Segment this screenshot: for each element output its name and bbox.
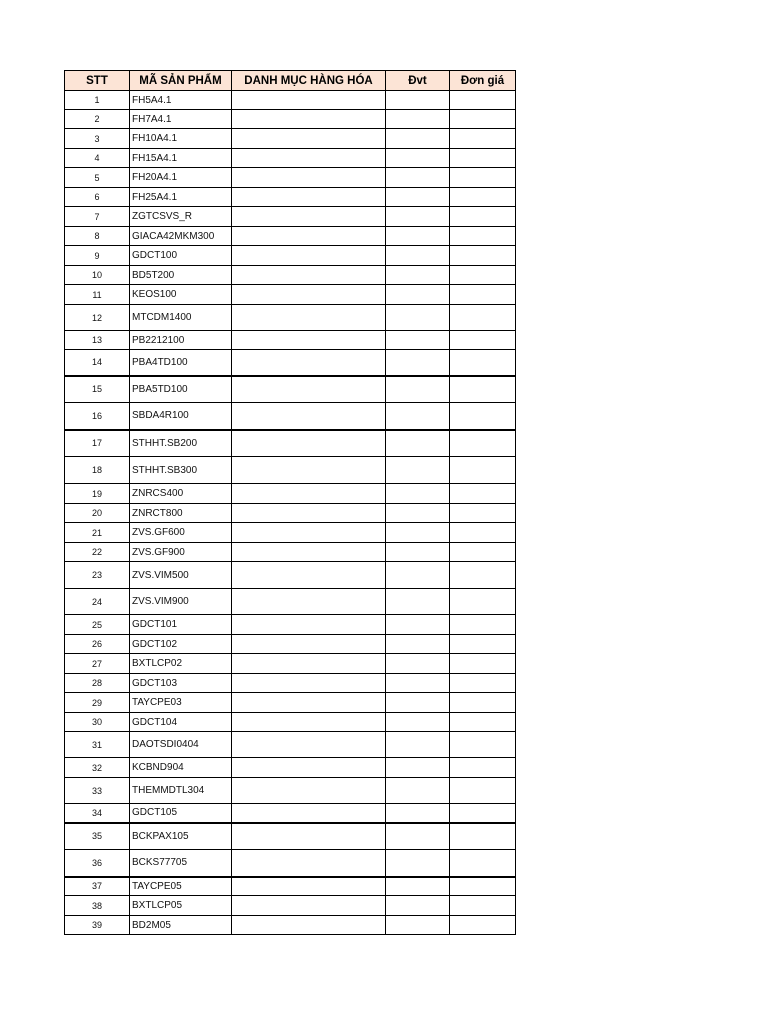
cell-code[interactable]: BCKS77705: [130, 850, 232, 877]
cell-stt[interactable]: 28: [65, 674, 130, 693]
cell-price[interactable]: [450, 804, 516, 823]
table-row: [65, 850, 516, 877]
cell-price[interactable]: [450, 916, 516, 935]
cell-price[interactable]: [450, 589, 516, 615]
cell-name[interactable]: [232, 91, 386, 110]
cell-name[interactable]: [232, 246, 386, 266]
cell-unit[interactable]: [386, 758, 450, 778]
cell-stt[interactable]: 25: [65, 615, 130, 635]
cell-code[interactable]: ZVS.GF900: [130, 543, 232, 562]
cell-name[interactable]: [232, 376, 386, 403]
cell-stt[interactable]: 37: [65, 877, 130, 896]
cell-code[interactable]: MTCDM1400: [130, 305, 232, 331]
cell-price[interactable]: [450, 285, 516, 305]
cell-name[interactable]: [232, 227, 386, 246]
table-row: [65, 543, 516, 562]
table-row: [65, 305, 516, 331]
cell-name[interactable]: [232, 562, 386, 589]
cell-name[interactable]: [232, 804, 386, 823]
cell-name[interactable]: [232, 916, 386, 935]
cell-name[interactable]: [232, 129, 386, 149]
cell-unit[interactable]: [386, 305, 450, 331]
cell-unit[interactable]: [386, 543, 450, 562]
table-row: [65, 916, 516, 935]
cell-stt[interactable]: 8: [65, 227, 130, 246]
cell-code[interactable]: GDCT101: [130, 615, 232, 635]
cell-code[interactable]: GDCT100: [130, 246, 232, 266]
cell-stt[interactable]: 38: [65, 896, 130, 916]
cell-unit[interactable]: [386, 823, 450, 850]
cell-price[interactable]: [450, 896, 516, 916]
cell-code[interactable]: BCKPAX105: [130, 823, 232, 850]
cell-stt[interactable]: 21: [65, 523, 130, 543]
cell-unit[interactable]: [386, 850, 450, 877]
cell-unit[interactable]: [386, 693, 450, 713]
cell-price[interactable]: [450, 778, 516, 804]
cell-code[interactable]: BXTLCP02: [130, 654, 232, 674]
cell-name[interactable]: [232, 543, 386, 562]
cell-stt[interactable]: 26: [65, 635, 130, 654]
table-row: [65, 246, 516, 266]
header-row: [65, 71, 516, 91]
cell-name[interactable]: [232, 350, 386, 376]
table-row: [65, 207, 516, 227]
cell-stt[interactable]: 4: [65, 149, 130, 168]
table-row: [65, 376, 516, 403]
cell-code[interactable]: GDCT104: [130, 713, 232, 732]
table-row: [65, 615, 516, 635]
cell-name[interactable]: [232, 732, 386, 758]
cell-unit[interactable]: [386, 403, 450, 430]
cell-stt[interactable]: 14: [65, 350, 130, 376]
cell-code[interactable]: GDCT105: [130, 804, 232, 823]
cell-name[interactable]: [232, 615, 386, 635]
cell-stt[interactable]: 32: [65, 758, 130, 778]
cell-stt[interactable]: 31: [65, 732, 130, 758]
cell-unit[interactable]: [386, 110, 450, 129]
cell-name[interactable]: [232, 850, 386, 877]
cell-stt[interactable]: 24: [65, 589, 130, 615]
cell-price[interactable]: [450, 227, 516, 246]
cell-unit[interactable]: [386, 149, 450, 168]
table-row: [65, 188, 516, 207]
cell-stt[interactable]: 39: [65, 916, 130, 935]
cell-code[interactable]: DAOTSDI0404: [130, 732, 232, 758]
product-table: [64, 70, 516, 935]
cell-name[interactable]: [232, 285, 386, 305]
table-row: [65, 674, 516, 693]
cell-stt[interactable]: 29: [65, 693, 130, 713]
cell-price[interactable]: [450, 823, 516, 850]
cell-code[interactable]: TAYCPE05: [130, 877, 232, 896]
cell-stt[interactable]: 35: [65, 823, 130, 850]
cell-price[interactable]: [450, 523, 516, 543]
table-row: [65, 504, 516, 523]
cell-name[interactable]: [232, 713, 386, 732]
cell-price[interactable]: [450, 457, 516, 484]
cell-unit[interactable]: [386, 350, 450, 376]
cell-code[interactable]: ZVS.GF600: [130, 523, 232, 543]
cell-code[interactable]: BXTLCP05: [130, 896, 232, 916]
cell-stt[interactable]: 20: [65, 504, 130, 523]
cell-code[interactable]: FH25A4.1: [130, 188, 232, 207]
cell-code[interactable]: GDCT103: [130, 674, 232, 693]
cell-name[interactable]: [232, 207, 386, 227]
cell-name[interactable]: [232, 504, 386, 523]
table-row: [65, 758, 516, 778]
cell-name[interactable]: [232, 693, 386, 713]
cell-code[interactable]: BD5T200: [130, 266, 232, 285]
cell-price[interactable]: [450, 430, 516, 457]
cell-stt[interactable]: 13: [65, 331, 130, 350]
cell-unit[interactable]: [386, 207, 450, 227]
table-row: [65, 430, 516, 457]
table-row: [65, 589, 516, 615]
table-row: [65, 823, 516, 850]
cell-unit[interactable]: [386, 129, 450, 149]
cell-price[interactable]: [450, 713, 516, 732]
cell-unit[interactable]: [386, 331, 450, 350]
cell-stt[interactable]: 36: [65, 850, 130, 877]
cell-price[interactable]: [450, 504, 516, 523]
table-row: [65, 457, 516, 484]
table-row: [65, 804, 516, 823]
cell-stt[interactable]: 19: [65, 484, 130, 504]
cell-code[interactable]: THEMMDTL304: [130, 778, 232, 804]
cell-name[interactable]: [232, 331, 386, 350]
table-row: [65, 91, 516, 110]
cell-price[interactable]: [450, 635, 516, 654]
table-row: [65, 896, 516, 916]
table-row: [65, 285, 516, 305]
cell-code[interactable]: KEOS100: [130, 285, 232, 305]
cell-stt[interactable]: 16: [65, 403, 130, 430]
cell-stt[interactable]: 2: [65, 110, 130, 129]
table-row: [65, 149, 516, 168]
cell-stt[interactable]: 9: [65, 246, 130, 266]
cell-name[interactable]: [232, 149, 386, 168]
cell-code[interactable]: KCBND904: [130, 758, 232, 778]
cell-name[interactable]: [232, 877, 386, 896]
cell-code[interactable]: ZNRCT800: [130, 504, 232, 523]
cell-stt[interactable]: 15: [65, 376, 130, 403]
cell-unit[interactable]: [386, 91, 450, 110]
table-row: [65, 331, 516, 350]
cell-stt[interactable]: 5: [65, 168, 130, 188]
cell-price[interactable]: [450, 615, 516, 635]
cell-price[interactable]: [450, 877, 516, 896]
cell-unit[interactable]: [386, 168, 450, 188]
header-unit-price[interactable]: Đơn giá: [450, 71, 516, 91]
cell-price[interactable]: [450, 654, 516, 674]
table-row: [65, 266, 516, 285]
cell-stt[interactable]: 17: [65, 430, 130, 457]
cell-code[interactable]: PBA5TD100: [130, 376, 232, 403]
cell-code[interactable]: ZGTCSVS_R: [130, 207, 232, 227]
cell-price[interactable]: [450, 168, 516, 188]
cell-name[interactable]: [232, 430, 386, 457]
cell-stt[interactable]: 30: [65, 713, 130, 732]
cell-code[interactable]: GIACA42MKM300: [130, 227, 232, 246]
table-row: [65, 713, 516, 732]
cell-price[interactable]: [450, 693, 516, 713]
table-row: [65, 403, 516, 430]
cell-name[interactable]: [232, 403, 386, 430]
cell-unit[interactable]: [386, 376, 450, 403]
cell-name[interactable]: [232, 305, 386, 331]
cell-name[interactable]: [232, 110, 386, 129]
cell-unit[interactable]: [386, 504, 450, 523]
cell-unit[interactable]: [386, 635, 450, 654]
header-product-code[interactable]: MÃ SẢN PHẨM: [130, 71, 232, 91]
cell-code[interactable]: FH7A4.1: [130, 110, 232, 129]
table-row: [65, 732, 516, 758]
cell-stt[interactable]: 27: [65, 654, 130, 674]
cell-unit[interactable]: [386, 804, 450, 823]
cell-code[interactable]: PB2212100: [130, 331, 232, 350]
cell-stt[interactable]: 12: [65, 305, 130, 331]
cell-stt[interactable]: 1: [65, 91, 130, 110]
cell-price[interactable]: [450, 305, 516, 331]
cell-stt[interactable]: 11: [65, 285, 130, 305]
cell-unit[interactable]: [386, 562, 450, 589]
cell-price[interactable]: [450, 543, 516, 562]
header-unit[interactable]: Đvt: [386, 71, 450, 91]
cell-code[interactable]: STHHT.SB300: [130, 457, 232, 484]
cell-unit[interactable]: [386, 484, 450, 504]
cell-name[interactable]: [232, 823, 386, 850]
cell-code[interactable]: FH5A4.1: [130, 91, 232, 110]
cell-code[interactable]: PBA4TD100: [130, 350, 232, 376]
table-row: [65, 635, 516, 654]
table-row: [65, 562, 516, 589]
cell-unit[interactable]: [386, 713, 450, 732]
cell-price[interactable]: [450, 207, 516, 227]
cell-stt[interactable]: 23: [65, 562, 130, 589]
cell-name[interactable]: [232, 674, 386, 693]
table-row: [65, 484, 516, 504]
cell-name[interactable]: [232, 266, 386, 285]
cell-name[interactable]: [232, 758, 386, 778]
table-row: [65, 110, 516, 129]
cell-code[interactable]: SBDA4R100: [130, 403, 232, 430]
cell-price[interactable]: [450, 850, 516, 877]
cell-stt[interactable]: 22: [65, 543, 130, 562]
cell-price[interactable]: [450, 188, 516, 207]
cell-price[interactable]: [450, 562, 516, 589]
cell-unit[interactable]: [386, 916, 450, 935]
cell-code[interactable]: STHHT.SB200: [130, 430, 232, 457]
cell-stt[interactable]: 34: [65, 804, 130, 823]
cell-price[interactable]: [450, 484, 516, 504]
cell-name[interactable]: [232, 654, 386, 674]
cell-stt[interactable]: 10: [65, 266, 130, 285]
cell-price[interactable]: [450, 110, 516, 129]
cell-stt[interactable]: 33: [65, 778, 130, 804]
cell-unit[interactable]: [386, 615, 450, 635]
cell-price[interactable]: [450, 149, 516, 168]
cell-price[interactable]: [450, 674, 516, 693]
cell-price[interactable]: [450, 246, 516, 266]
table-row: [65, 523, 516, 543]
cell-unit[interactable]: [386, 654, 450, 674]
table-row: [65, 693, 516, 713]
cell-name[interactable]: [232, 589, 386, 615]
cell-name[interactable]: [232, 188, 386, 207]
table-row: [65, 350, 516, 376]
cell-unit[interactable]: [386, 188, 450, 207]
cell-price[interactable]: [450, 403, 516, 430]
cell-name[interactable]: [232, 896, 386, 916]
cell-code[interactable]: GDCT102: [130, 635, 232, 654]
cell-price[interactable]: [450, 758, 516, 778]
table-row: [65, 168, 516, 188]
cell-name[interactable]: [232, 635, 386, 654]
cell-stt[interactable]: 3: [65, 129, 130, 149]
cell-code[interactable]: ZVS.VIM500: [130, 562, 232, 589]
table-row: [65, 227, 516, 246]
cell-price[interactable]: [450, 129, 516, 149]
cell-price[interactable]: [450, 266, 516, 285]
cell-code[interactable]: FH15A4.1: [130, 149, 232, 168]
cell-price[interactable]: [450, 376, 516, 403]
cell-unit[interactable]: [386, 227, 450, 246]
cell-unit[interactable]: [386, 778, 450, 804]
cell-stt[interactable]: 6: [65, 188, 130, 207]
cell-unit[interactable]: [386, 674, 450, 693]
cell-unit[interactable]: [386, 896, 450, 916]
cell-unit[interactable]: [386, 877, 450, 896]
cell-name[interactable]: [232, 523, 386, 543]
cell-price[interactable]: [450, 91, 516, 110]
header-stt[interactable]: STT: [65, 71, 130, 91]
cell-name[interactable]: [232, 484, 386, 504]
cell-unit[interactable]: [386, 732, 450, 758]
cell-unit[interactable]: [386, 430, 450, 457]
cell-code[interactable]: TAYCPE03: [130, 693, 232, 713]
table-row: [65, 778, 516, 804]
cell-code[interactable]: FH20A4.1: [130, 168, 232, 188]
cell-price[interactable]: [450, 732, 516, 758]
cell-name[interactable]: [232, 778, 386, 804]
cell-name[interactable]: [232, 457, 386, 484]
cell-unit[interactable]: [386, 246, 450, 266]
cell-stt[interactable]: 18: [65, 457, 130, 484]
cell-code[interactable]: ZNRCS400: [130, 484, 232, 504]
header-goods-category[interactable]: DANH MỤC HÀNG HÓA: [232, 71, 386, 91]
table-row: [65, 129, 516, 149]
table-row: [65, 877, 516, 896]
cell-price[interactable]: [450, 350, 516, 376]
cell-unit[interactable]: [386, 589, 450, 615]
cell-unit[interactable]: [386, 523, 450, 543]
cell-unit[interactable]: [386, 457, 450, 484]
cell-name[interactable]: [232, 168, 386, 188]
cell-code[interactable]: FH10A4.1: [130, 129, 232, 149]
table-row: [65, 654, 516, 674]
cell-stt[interactable]: 7: [65, 207, 130, 227]
cell-unit[interactable]: [386, 285, 450, 305]
cell-code[interactable]: BD2M05: [130, 916, 232, 935]
cell-unit[interactable]: [386, 266, 450, 285]
cell-price[interactable]: [450, 331, 516, 350]
cell-code[interactable]: ZVS.VIM900: [130, 589, 232, 615]
